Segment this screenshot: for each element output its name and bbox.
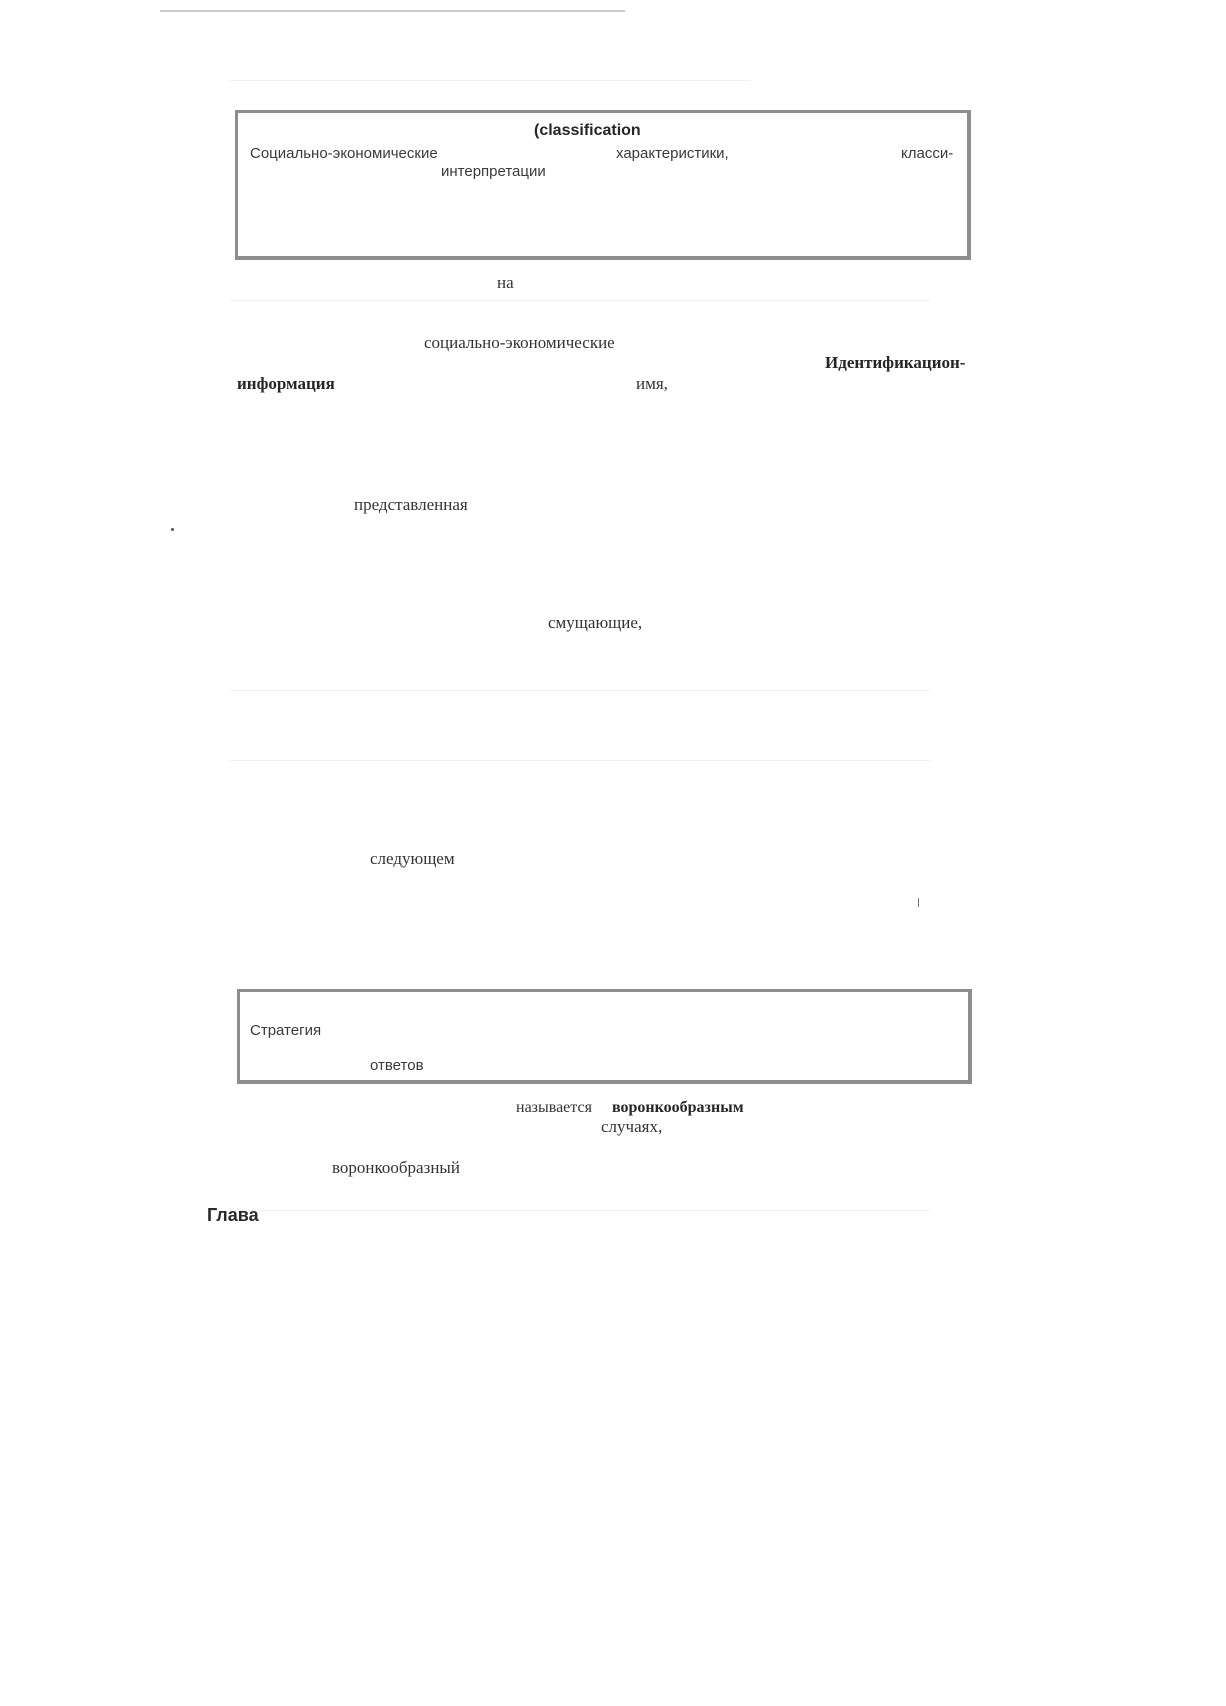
chapter-footer-label: Глава — [207, 1205, 259, 1225]
box2-text1: Стратегия — [250, 1022, 322, 1039]
scan-ghost-line — [230, 80, 750, 81]
body-word-sled: следующем — [370, 849, 455, 868]
box-text-right: класси- — [901, 145, 954, 162]
scan-ghost-line — [230, 690, 930, 691]
box-heading: (classification — [534, 122, 641, 139]
scan-ghost-line — [230, 1210, 930, 1211]
body-word-ident: Идентификацион- — [825, 353, 966, 372]
scan-ghost-line — [230, 300, 930, 301]
body-word-sluch: случаях, — [601, 1117, 663, 1136]
body-word-predst: представленная — [354, 495, 468, 514]
bullet-dot — [171, 528, 174, 531]
box-text-mid: характеристики, — [616, 145, 729, 162]
definition-box-classification — [235, 110, 971, 260]
box2-text2: ответов — [370, 1057, 424, 1074]
scan-edge-rule — [160, 10, 625, 12]
box-text-line2: интерпретации — [441, 163, 546, 180]
scan-ghost-line — [230, 760, 930, 761]
box-text-left: Социально-экономические — [250, 145, 438, 162]
body-word-imya: имя, — [636, 374, 668, 393]
scan-tick-mark — [918, 898, 919, 907]
body-word-na: на — [497, 273, 514, 292]
body-word-nazyv: называется — [516, 1099, 592, 1116]
body-word-voronk-bold: воронкообразным — [612, 1099, 744, 1116]
body-word-info: информация — [237, 374, 335, 393]
body-word-smush: смущающие, — [548, 613, 643, 632]
definition-box-strategy — [237, 989, 972, 1084]
body-word-voronk: воронкообразный — [332, 1158, 460, 1177]
body-word-socio: социально-экономические — [424, 333, 615, 352]
